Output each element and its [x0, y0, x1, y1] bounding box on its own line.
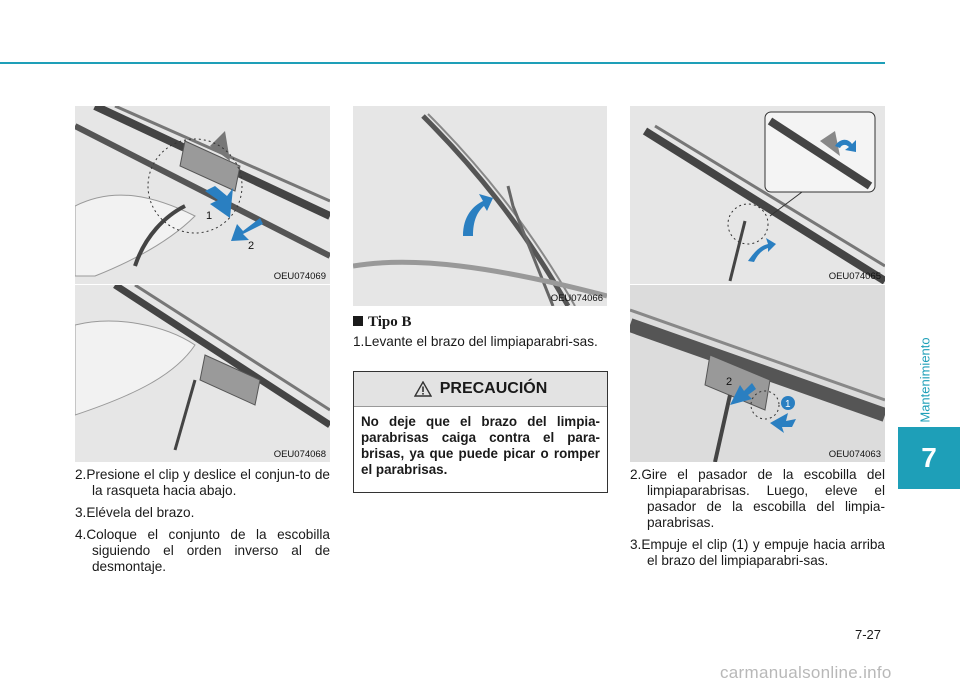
figure-code: OEU074065: [828, 271, 881, 282]
step-2: 2.Presione el clip y deslice el conjun-to de la rasqueta hacia abajo.: [75, 467, 330, 498]
caution-header: PRECAUCIÓN: [354, 372, 607, 407]
figure-code: OEU074066: [550, 293, 603, 304]
wiper-blade-illustration: [75, 285, 330, 462]
figure-clip-press: [75, 106, 330, 284]
step-3: 3.Elévela del brazo.: [75, 505, 195, 520]
figure-code: OEU074068: [273, 449, 326, 460]
figure-clip-push: [630, 285, 885, 462]
step-4: 4.Coloque el conjunto de la escobilla siguiendo el orden inverso al de desmontaje.: [75, 527, 330, 574]
figure-type-b-arm: [353, 106, 607, 306]
callout-2: 2: [726, 376, 733, 388]
page-number: 7-27: [855, 627, 882, 642]
wiper-pin-illustration: [630, 106, 885, 284]
callout-1: 1: [785, 399, 791, 410]
step-3: 3.Empuje el clip (1) y empuje hacia arriba el brazo del limpiaparabri-sas.: [630, 537, 885, 568]
caution-box: [353, 371, 608, 493]
step-2: 2.Gire el pasador de la escobilla del limpiaparabrisas. Luego, eleve el pasador de la escobilla del limpia-parabrisas.: [630, 467, 885, 530]
step-1: 1.Levante el brazo del limpiaparabri-sas.: [353, 334, 598, 349]
caution-text: No deje que el brazo del limpia-parabrisas caiga contra el para-brisas, ya que puede picar o romper el parabrisas.: [361, 414, 600, 477]
figure-code: OEU074069: [273, 271, 326, 282]
figure-blade-remove: [75, 285, 330, 462]
wiper-clip-illustration: [75, 106, 330, 284]
section-title: Tipo B: [353, 314, 412, 331]
col1-steps: [75, 467, 330, 581]
figure-code: OEU074063: [828, 449, 881, 460]
chapter-number-box: 7: [898, 427, 960, 489]
wiper-arm-raise-illustration: [353, 106, 607, 306]
warning-icon: [414, 381, 432, 397]
figure-pin-rotate: [630, 106, 885, 284]
col3-steps: [630, 467, 885, 575]
col2-steps: [353, 334, 607, 356]
watermark: carmanualsonline.info: [720, 663, 892, 682]
chapter-tab-label: Mantenimiento: [917, 337, 933, 423]
header-rule: [0, 62, 885, 64]
callout-2: 2: [248, 240, 255, 252]
callout-1: 1: [206, 210, 213, 222]
wiper-clip-push-illustration: [630, 285, 885, 462]
